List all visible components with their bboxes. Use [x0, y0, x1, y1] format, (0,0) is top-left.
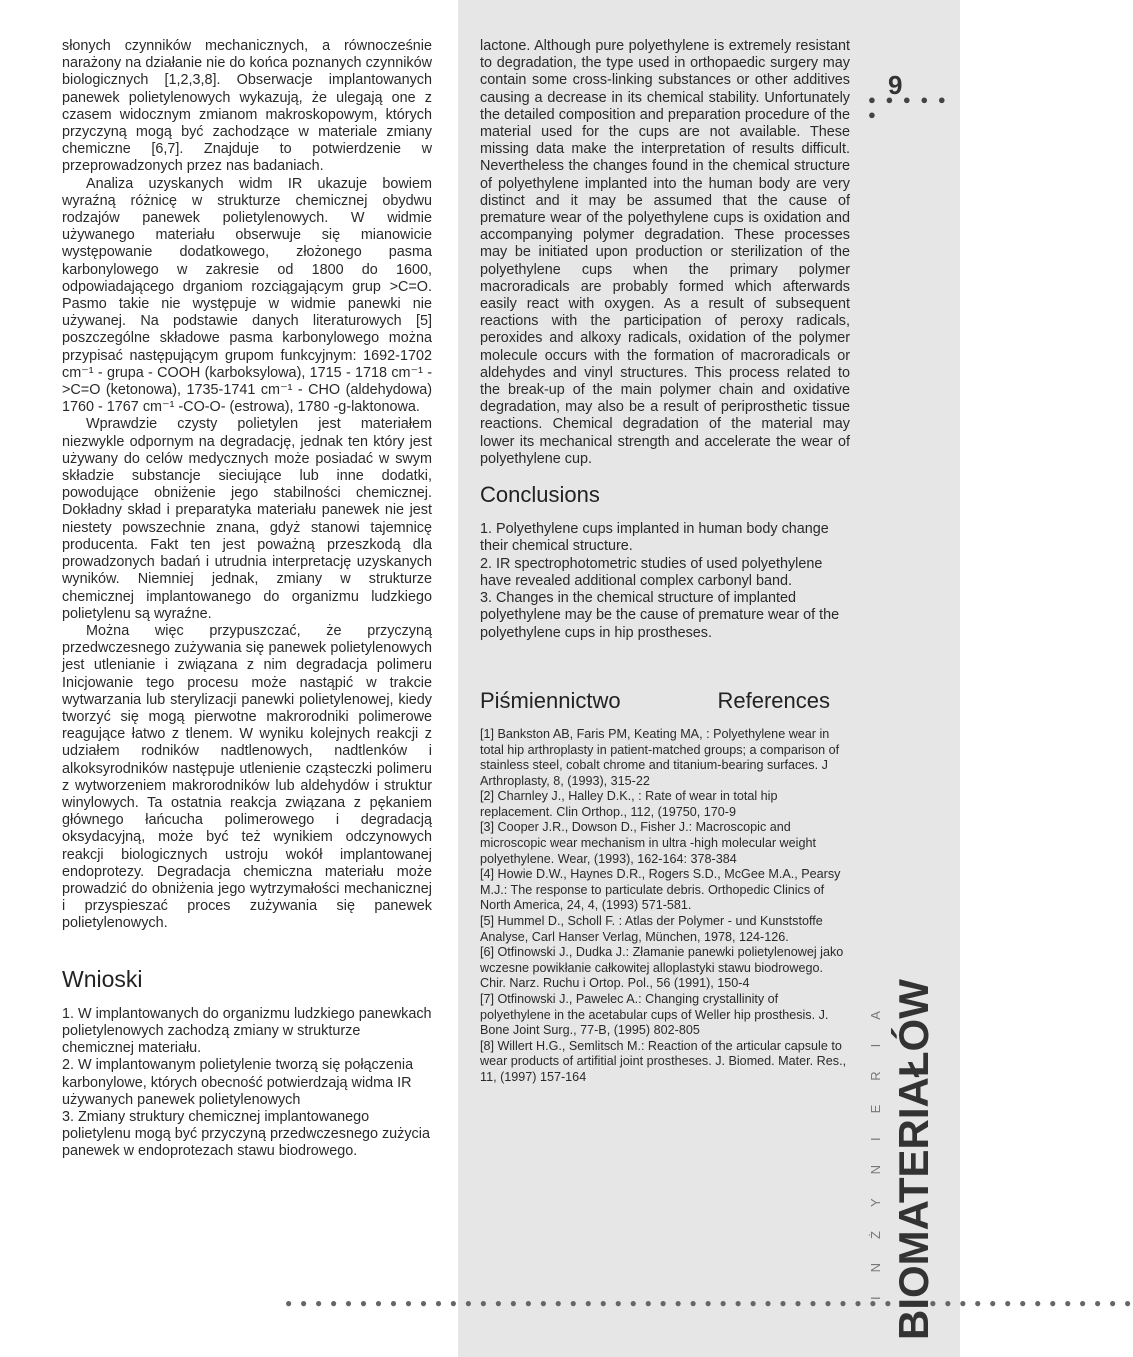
reference-item: [2] Charnley J., Halley D.K., : Rate of wear in total hip replacement. Clin Orthop., 112, (19750, 170-9: [480, 789, 778, 819]
decorative-dots-top: ● ● ● ● ● ●: [868, 92, 949, 122]
conclusion-item-en: 1. Polyethylene cups implanted in human body change their chemical structure.: [480, 521, 829, 555]
references-heading-pl: Piśmiennictwo: [480, 687, 621, 713]
left-paragraph: Analiza uzyskanych widm IR ukazuje bowiem wyraźną różnicę w strukturze chemicznej obydwu rodzajów panewek polietylenowych. W widmie używanego materiału obserwuje się mianowicie występowanie dodatkowego, złożonego pasma karbonylowego w zakresie od 1800 do 1600, odpowiadającego drganiom rozciągającym grup >C=O. Pasmo takie nie występuje w widmie panewki nie używanej. Na podstawie danych literaturowych [5] poszczególne składowe pasma karbonylowego można przypisać następującym grupom funkcyjnym: 1692-1702 cm⁻¹ - grupa - COOH (karboksylowa), 1715 - 1718 cm⁻¹ - >C=O (ketonowa), 1735-1741 cm⁻¹ - CHO (aldehydowa) 1760 - 1767 cm⁻¹ -CO-O- (estrowa), 1780 -g-laktonowa.: [62, 175, 432, 416]
references-heading-en: References: [717, 687, 830, 713]
conclusion-item-pl: 3. Zmiany struktury chemicznej implantowanego polietylenu mogą być przyczyną przedwczesnego zużycia panewek w endoprotezach stawu biodrowego.: [62, 1108, 430, 1160]
right-paragraph: lactone. Although pure polyethylene is extremely resistant to degradation, the type used in orthopaedic surgery may contain some cross-linking substances or other additives causing a decrease in its chemical stability. Unfortunately the detailed composition and preparation procedure of the material used for the cups are not available. These missing data make the interpretation of results difficult. Nevertheless the changes found in the chemical structure of polyethylene implanted into the human body are very distinct and it may be assumed that the cause of premature wear of the polyethylene cups is oxidation and accompanying polymer degradation. These processes may be initiated upon production or sterilization of the polyethylene cups when the primary polymer macroradicals are probably formed which afterwards easily react with oxygen. As a result of subsequent reactions with the participation of peroxy radicals, peroxides and alkoxy radicals, oxidation of the polymer molecule occurs with the formation of macroradicals or aldehydes and vinyl structures. This process related to the break-up of the main polymer chain and oxidative degradation, may also be a result of periprosthetic tissue reactions. Chemical degradation of the material may lower its mechanical strength and accelerate the wear of polyethylene cup.: [480, 38, 850, 467]
journal-logo: [868, 979, 940, 1340]
reference-item: [3] Cooper J.R., Dowson D., Fisher J.: Macroscopic and microscopic wear mechanism in ultra -high molecular weight polyethylene. Wear, (1993), 162-164: 378-384: [480, 820, 816, 866]
left-paragraph: słonych czynników mechanicznych, a równocześnie narażony na działanie nie do końca poznanych czynników biologicznych [1,2,3,8]. Obserwacje implantowanych panewek polietylenowych wykazują, że ulegają one z czasem widocznym zmianom makroskopowym, których przyczyną mogą być zachodzące w materiale zmiany chemiczne [6,7]. Znajduje to potwierdzenie w przeprowadzonych przez nas badaniach.: [62, 38, 432, 175]
left-column: [62, 38, 432, 1161]
conclusion-item-en: 3. Changes in the chemical structure of implanted polyethylene may be the cause of premature wear of the polyethylene cups in hip prostheses.: [480, 590, 840, 641]
journal-logo-text: [868, 979, 938, 1340]
conclusion-item-en: 2. IR spectrophotometric studies of used polyethylene have revealed additional complex carbonyl band.: [480, 555, 823, 589]
left-paragraph: Można więc przypuszczać, że przyczyną przedwczesnego zużywania się panewek polietylenowych jest utlenianie i związana z nim degradacja polimeru Inicjowanie tego procesu może nastąpić w trakcie wytwarzania lub sterylizacji panewki polietylenowej, kiedy tworzyć się mogą pierwotne makrorodniki polimerowe reagujące łatwo z tlenem. W wyniku kolejnych reakcji z udziałem rodników nadtlenowych, nadtlenków i alkoksyrodników następuje utlenienie cząsteczki polimeru z wytworzeniem makrorodników lub aldehydów i struktur winylowych. Ta ostatnia reakcja związana z pękaniem głównego łańcucha polimerowego i degradacją oksydacyjną, może być też wynikiem odczynowych reakcji biologicznych ustroju wokół implantowanej endoprotezy. Degradacja chemiczna materiału może prowadzić do obniżenia jego wytrzymałości mechanicznej i przyspieszać proces zużywania się panewek polietylenowych.: [62, 622, 432, 932]
journal-logo-sub: INŻYNIERIA: [868, 987, 883, 1300]
journal-logo-main: BIOMATERIAŁÓW: [890, 979, 937, 1340]
reference-item: [7] Otfinowski J., Pawelec A.: Changing crystallinity of polyethylene in the acetabular cups of Weller hip prosthesis. J. Bone Joint Surg., 77-B, (1995) 802-805: [480, 992, 829, 1038]
page-number: 9: [888, 70, 903, 100]
right-column: [480, 38, 850, 1086]
references-header: [480, 687, 850, 713]
reference-item: [8] Willert H.G., Semlitsch M.: Reaction of the articular capsule to wear products of artifitial joint prostheses. J. Biomed. Mater. Res., 11, (1997) 157-164: [480, 1038, 847, 1084]
conclusions-heading-pl: Wnioski: [62, 965, 143, 992]
conclusion-item-pl: 2. W implantowanym polietylenie tworzą się połączenia karbonylowe, których obecność potwierdzają widma IR używanych panewek polietylenowych: [62, 1057, 414, 1108]
reference-item: [6] Otfinowski J., Dudka J.: Złamanie panewki polietylenowej jako wczesne powikłanie całkowitej alloplastyki stawu biodrowego. Chir. Narz. Ruchu i Ortop. Pol., 56 (1991), 150-4: [480, 945, 844, 991]
conclusions-heading-en: Conclusions: [480, 482, 600, 508]
conclusion-item-pl: 1. W implantowanych do organizmu ludzkiego panewkach polietylenowych zachodzą zmiany w strukturze chemicznej materiału.: [62, 1005, 432, 1057]
decorative-dots-bottom: ● ● ● ● ● ● ● ● ● ● ● ● ● ● ● ● ● ● ● ● ● ● ● ● ● ● ● ● ● ● ● ● ● ● ● ● ● ● ● ● ● ● ● ● ● ● ● ● ● ● ● ● ● ● ● ● ●: [285, 1296, 1133, 1310]
reference-item: [4] Howie D.W., Haynes D.R., Rogers S.D., McGee M.A., Pearsy M.J.: The response to particulate debris. Orthopedic Clinics of North America, 24, 4, (1993) 571-581.: [480, 867, 841, 913]
reference-item: [5] Hummel D., Scholl F. : Atlas der Polymer - und Kunststoffe Analyse, Carl Hanser Verlag, München, 1978, 124-126.: [480, 914, 823, 944]
left-paragraph: Wprawdzie czysty polietylen jest materiałem niezwykle odpornym na degradację, jednak ten który jest używany do celów medycznych może posiadać w swym składzie substancje sieciujące lub inne dodatki, powodujące obniżenie jego stabilności chemicznej. Dokładny skład i preparatyka materiału panewek nie jest niestety powszechnie znana, gdyż stanowi tajemnicę producenta. Fakt ten jest poważną przeszkodą dla prowadzonych badań i utrudnia interpretację uzyskanych wyników. Niemniej jednak, zmiany w strukturze chemicznej implantowanego do organizmu ludzkiego polietylenu są wyraźne.: [62, 416, 432, 622]
reference-item: [1] Bankston AB, Faris PM, Keating MA, : Polyethylene wear in total hip arthroplasty in patient-matched groups; a comparison of stainless steel, cobalt chrome and titanium-bearing surfaces. J Arthroplasty, 8, (1993), 315-22: [480, 726, 840, 788]
